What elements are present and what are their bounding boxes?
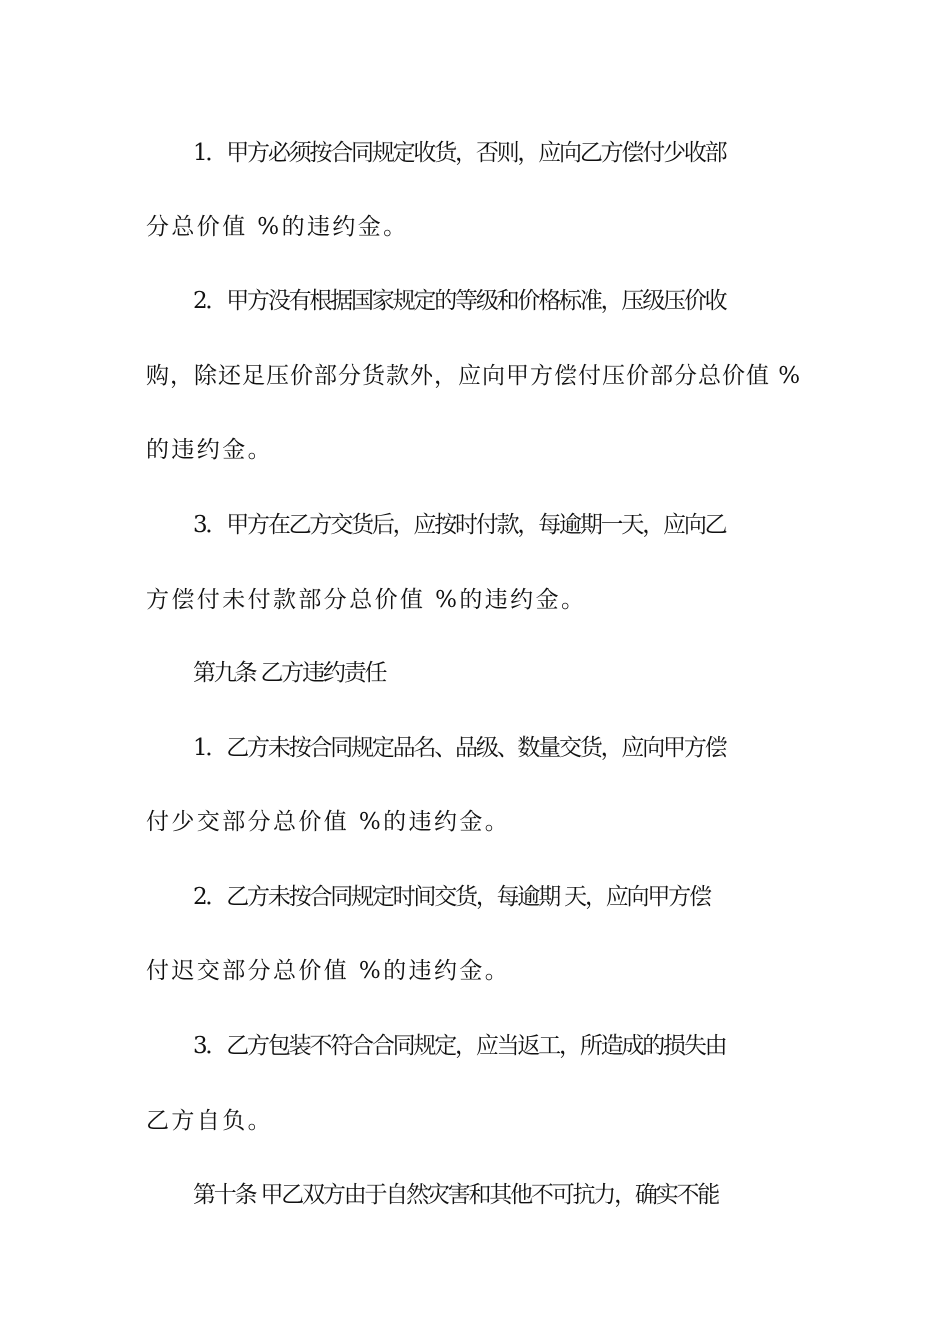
- clause-8-item-3-line-2: 方偿付未付款部分总价值 %的违约金。: [146, 587, 587, 613]
- clause-9-heading: 第九条 乙方违约责任: [193, 660, 386, 686]
- clause-8-item-2-line-1: 2．甲方没有根据国家规定的等级和价格标准，压级压价收: [193, 288, 726, 314]
- clause-9-item-2-line-2: 付迟交部分总价值 %的违约金。: [146, 958, 511, 984]
- clause-10-line-1: 第十条 甲乙双方由于自然灾害和其他不可抗力，确实不能: [193, 1182, 719, 1208]
- clause-9-item-3-line-1: 3．乙方包装不符合合同规定，应当返工，所造成的损失由: [193, 1033, 726, 1059]
- clause-9-item-1-line-2: 付少交部分总价值 %的违约金。: [146, 809, 511, 835]
- clause-8-item-2-line-2: 购，除还足压价部分货款外，应向甲方偿付压价部分总价值 %: [146, 363, 802, 389]
- clause-8-item-3-line-1: 3．甲方在乙方交货后，应按时付款，每逾期一天，应向乙: [193, 512, 726, 538]
- clause-8-item-2-line-3: 的违约金。: [146, 437, 273, 463]
- clause-9-item-3-line-2: 乙方自负。: [146, 1108, 273, 1134]
- clause-9-item-1-line-1: 1．乙方未按合同规定品名、品级、数量交货，应向甲方偿: [193, 735, 726, 761]
- clause-9-item-2-line-1: 2．乙方未按合同规定时间交货，每逾期 天，应向甲方偿: [193, 884, 710, 910]
- clause-8-item-1-line-2: 分总价值 %的违约金。: [146, 214, 409, 240]
- clause-8-item-1-line-1: 1．甲方必须按合同规定收货，否则，应向乙方偿付少收部: [193, 140, 726, 166]
